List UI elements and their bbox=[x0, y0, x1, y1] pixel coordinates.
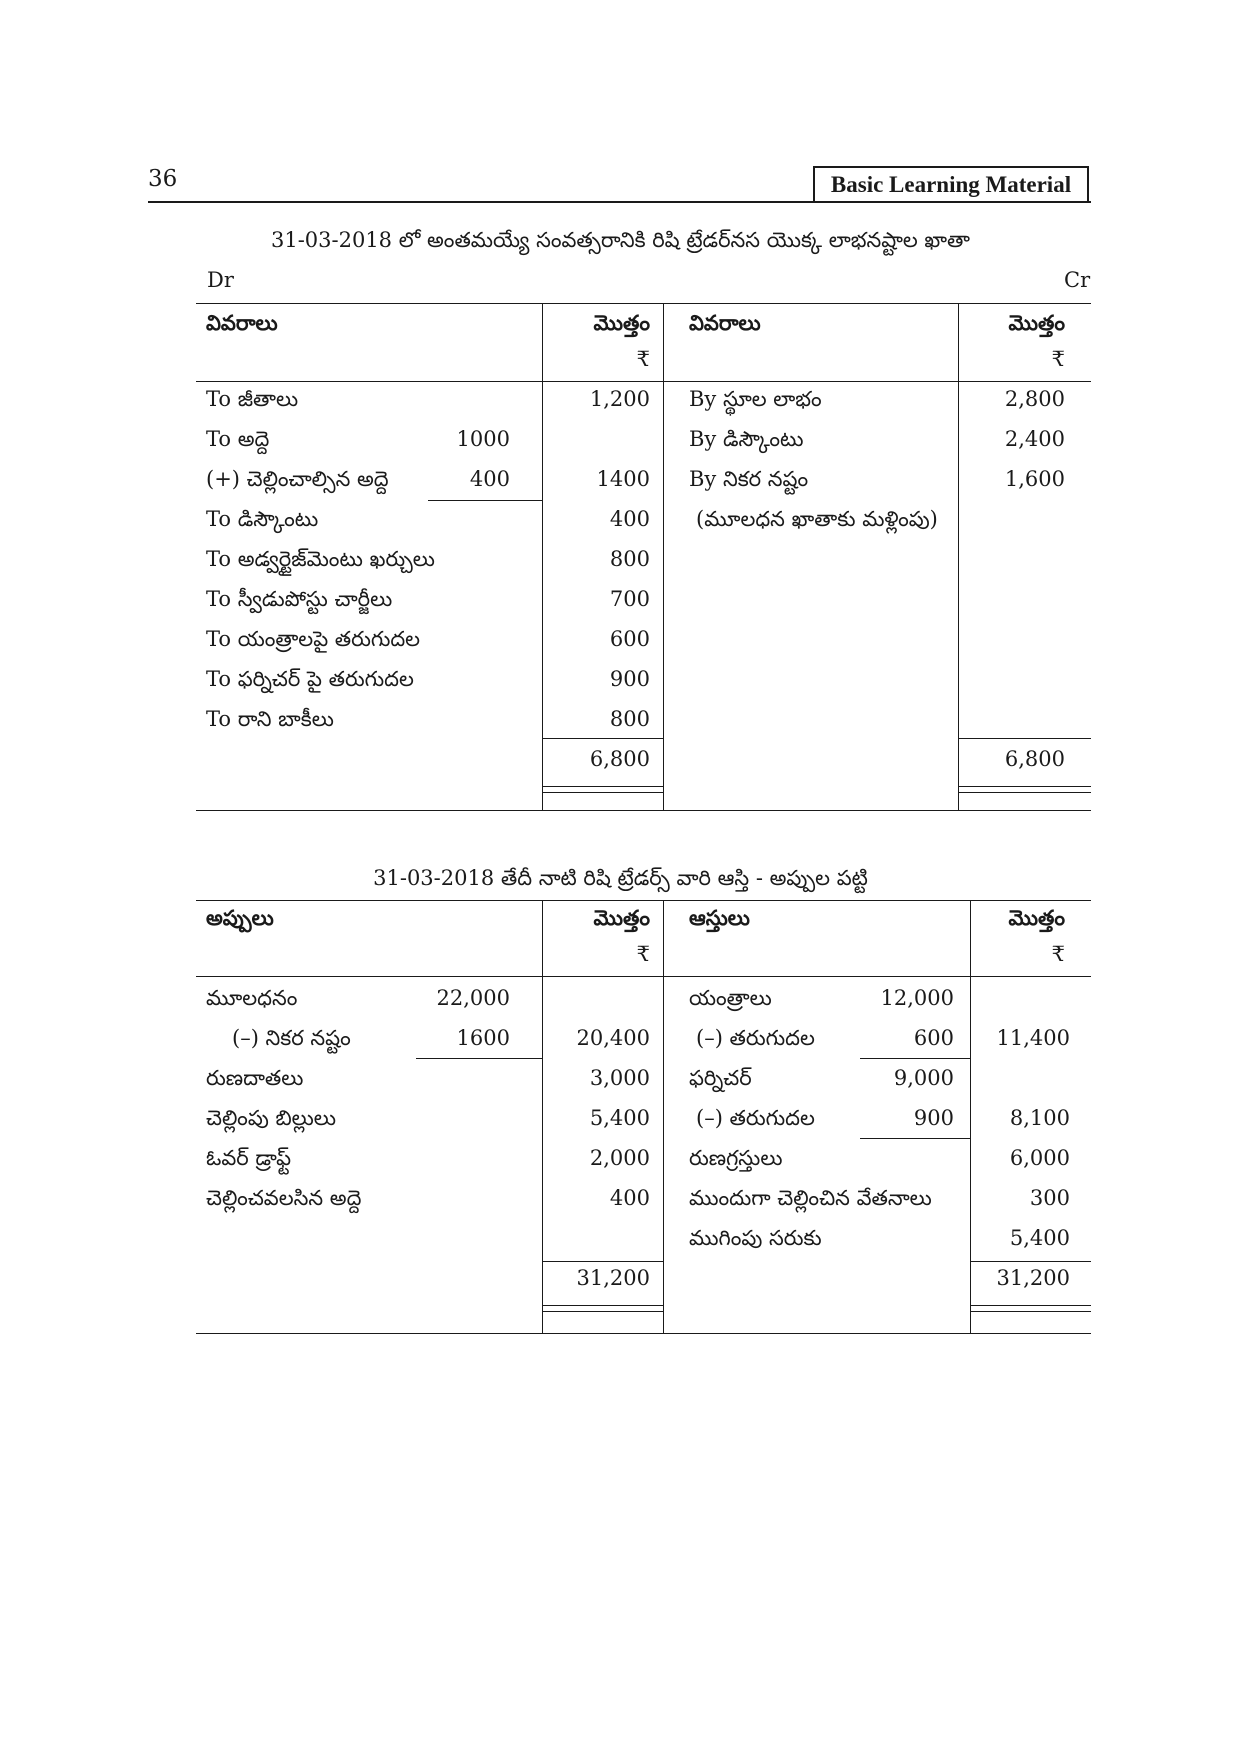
pl-debit-label: To రాని బాకీలు bbox=[206, 707, 334, 731]
bs-double-rule bbox=[970, 1305, 1091, 1306]
bs-asset-amount: 6,000 bbox=[1009, 1146, 1070, 1170]
bs-total-rule bbox=[542, 1261, 663, 1262]
bs-liability-label: మూలధనం bbox=[206, 986, 298, 1010]
bs-currency-liabilities: ₹ bbox=[636, 942, 650, 966]
pl-debit-label: To అడ్వర్టైజ్‌మెంటు ఖర్చులు bbox=[206, 547, 435, 571]
bs-liability-amount: 400 bbox=[609, 1186, 650, 1210]
pl-total-rule bbox=[958, 738, 1091, 739]
pl-double-rule bbox=[542, 786, 663, 787]
pl-currency-debit: ₹ bbox=[636, 347, 650, 371]
bs-subtotal-rule bbox=[860, 1138, 970, 1139]
pl-credit-amount: 1,600 bbox=[1004, 467, 1065, 491]
bs-asset-label: (–) తరుగుదల bbox=[696, 1026, 815, 1050]
bs-divider bbox=[970, 900, 971, 1334]
bs-col-assets: ఆస్తులు bbox=[689, 905, 750, 930]
bs-double-rule bbox=[970, 1311, 1091, 1312]
bs-asset-label: యంత్రాలు bbox=[689, 986, 772, 1010]
bs-liability-label: చెల్లించవలసిన అద్దె bbox=[206, 1186, 362, 1210]
pl-debit-label: To స్వీడుపోస్టు చార్జీలు bbox=[206, 587, 393, 611]
pl-total-credit: 6,800 bbox=[1004, 747, 1065, 771]
bs-divider bbox=[663, 900, 664, 1334]
pl-debit-inner: 1000 bbox=[456, 427, 510, 451]
pl-col-amount-debit: మొత్తం bbox=[593, 310, 650, 335]
pl-credit-amount: 2,800 bbox=[1004, 387, 1065, 411]
bs-asset-amount: 8,100 bbox=[1009, 1106, 1070, 1130]
bs-liability-inner: 1600 bbox=[456, 1026, 510, 1050]
bs-total-liabilities: 31,200 bbox=[576, 1266, 650, 1290]
pl-title: 31-03-2018 లో అంతమయ్యే సంవత్సరానికి రిషి ట్రేడర్‌నస యొక్క లాభనష్టాల ఖాతా bbox=[270, 228, 971, 252]
pl-divider bbox=[542, 303, 543, 811]
pl-credit-label: By నికర నష్టం bbox=[689, 467, 809, 491]
pl-credit-note: (మూలధన ఖాతాకు మళ్లింపు) bbox=[696, 507, 938, 531]
book-title: Basic Learning Material bbox=[813, 166, 1089, 202]
bs-asset-amount: 11,400 bbox=[996, 1026, 1070, 1050]
pl-debit-amount: 700 bbox=[609, 587, 650, 611]
bs-asset-label: ముందుగా చెల్లించిన వేతనాలు bbox=[689, 1186, 932, 1210]
bs-col-liabilities: అప్పులు bbox=[206, 905, 274, 930]
pl-debit-label: To ఫర్నిచర్ పై తరుగుదల bbox=[206, 667, 414, 691]
bs-liability-amount: 2,000 bbox=[589, 1146, 650, 1170]
pl-double-rule bbox=[958, 792, 1091, 793]
bs-liability-amount: 3,000 bbox=[589, 1066, 650, 1090]
bs-asset-inner: 12,000 bbox=[880, 986, 954, 1010]
pl-double-rule bbox=[542, 792, 663, 793]
pl-divider bbox=[958, 303, 959, 811]
pl-debit-amount: 1400 bbox=[596, 467, 650, 491]
bs-asset-inner: 9,000 bbox=[893, 1066, 954, 1090]
pl-total-debit: 6,800 bbox=[589, 747, 650, 771]
bs-liability-amount: 20,400 bbox=[576, 1026, 650, 1050]
bs-liability-label: రుణదాతలు bbox=[206, 1066, 304, 1090]
pl-header-rule bbox=[196, 381, 1091, 382]
bs-currency-assets: ₹ bbox=[1051, 942, 1065, 966]
pl-debit-label: To యంత్రాలపై తరుగుదల bbox=[206, 627, 421, 651]
pl-debit-amount: 900 bbox=[609, 667, 650, 691]
bs-top-rule bbox=[196, 900, 1091, 901]
pl-credit-label: By స్థూల లాభం bbox=[689, 387, 822, 411]
debit-side-label: Dr bbox=[207, 268, 234, 292]
balance-sheet-table bbox=[196, 900, 1091, 1334]
header-rule bbox=[148, 201, 1091, 203]
credit-side-label: Cr bbox=[1064, 268, 1091, 292]
pl-debit-amount: 800 bbox=[609, 547, 650, 571]
pl-debit-amount: 400 bbox=[609, 507, 650, 531]
bs-divider bbox=[542, 900, 543, 1334]
bs-liability-label: (–) నికర నష్టం bbox=[232, 1026, 351, 1050]
pl-col-particulars-credit: వివరాలు bbox=[689, 310, 761, 335]
page-number: 36 bbox=[148, 166, 178, 192]
bs-liability-label: ఓవర్ డ్రాఫ్ట్ bbox=[206, 1146, 292, 1170]
bs-col-amount-assets: మొత్తం bbox=[1008, 905, 1065, 930]
pl-top-rule bbox=[196, 303, 1091, 304]
bs-asset-amount: 300 bbox=[1029, 1186, 1070, 1210]
bs-double-rule bbox=[542, 1311, 663, 1312]
pl-col-particulars-debit: వివరాలు bbox=[206, 310, 278, 335]
bs-col-amount-liabilities: మొత్తం bbox=[593, 905, 650, 930]
pl-debit-label: To జీతాలు bbox=[206, 387, 299, 411]
bs-total-rule bbox=[970, 1261, 1091, 1262]
bs-asset-inner: 900 bbox=[913, 1106, 954, 1130]
pl-debit-amount: 600 bbox=[609, 627, 650, 651]
bs-asset-amount: 5,400 bbox=[1009, 1226, 1070, 1250]
bs-subtotal-rule bbox=[860, 1058, 970, 1059]
pl-double-rule bbox=[958, 786, 1091, 787]
pl-subtotal-rule bbox=[428, 500, 542, 501]
pl-credit-label: By డిస్కౌంటు bbox=[689, 427, 804, 451]
bs-asset-label: (–) తరుగుదల bbox=[696, 1106, 815, 1130]
bs-liability-inner: 22,000 bbox=[436, 986, 510, 1010]
bs-liability-amount: 5,400 bbox=[589, 1106, 650, 1130]
bs-asset-label: ఫర్నిచర్ bbox=[689, 1066, 752, 1090]
bs-total-assets: 31,200 bbox=[996, 1266, 1070, 1290]
pl-debit-amount: 800 bbox=[609, 707, 650, 731]
pl-currency-credit: ₹ bbox=[1051, 347, 1065, 371]
bs-liability-label: చెల్లింపు బిల్లులు bbox=[206, 1106, 336, 1130]
bs-subtotal-rule bbox=[416, 1058, 542, 1059]
pl-debit-label: To డిస్కౌంటు bbox=[206, 507, 319, 531]
bs-asset-label: రుణగ్రస్తులు bbox=[689, 1146, 783, 1170]
pl-debit-label: To అద్దె bbox=[206, 427, 270, 451]
pl-divider bbox=[663, 303, 664, 811]
bs-header-rule bbox=[196, 976, 1091, 977]
pl-col-amount-credit: మొత్తం bbox=[1008, 310, 1065, 335]
pl-debit-label: (+) చెల్లించాల్సిన అద్దె bbox=[206, 467, 389, 491]
bs-asset-label: ముగింపు సరుకు bbox=[689, 1226, 822, 1250]
pl-debit-inner: 400 bbox=[469, 467, 510, 491]
pl-credit-amount: 2,400 bbox=[1004, 427, 1065, 451]
pl-bottom-rule bbox=[196, 810, 1091, 811]
pl-total-rule bbox=[542, 738, 663, 739]
bs-bottom-rule bbox=[196, 1333, 1091, 1334]
pl-debit-amount: 1,200 bbox=[589, 387, 650, 411]
profit-loss-table bbox=[196, 303, 1091, 811]
bs-title: 31-03-2018 తేదీ నాటి రిషి ట్రేడర్స్ వారి ఆస్తి - అప్పుల పట్టి bbox=[373, 866, 868, 890]
bs-asset-inner: 600 bbox=[913, 1026, 954, 1050]
bs-double-rule bbox=[542, 1305, 663, 1306]
